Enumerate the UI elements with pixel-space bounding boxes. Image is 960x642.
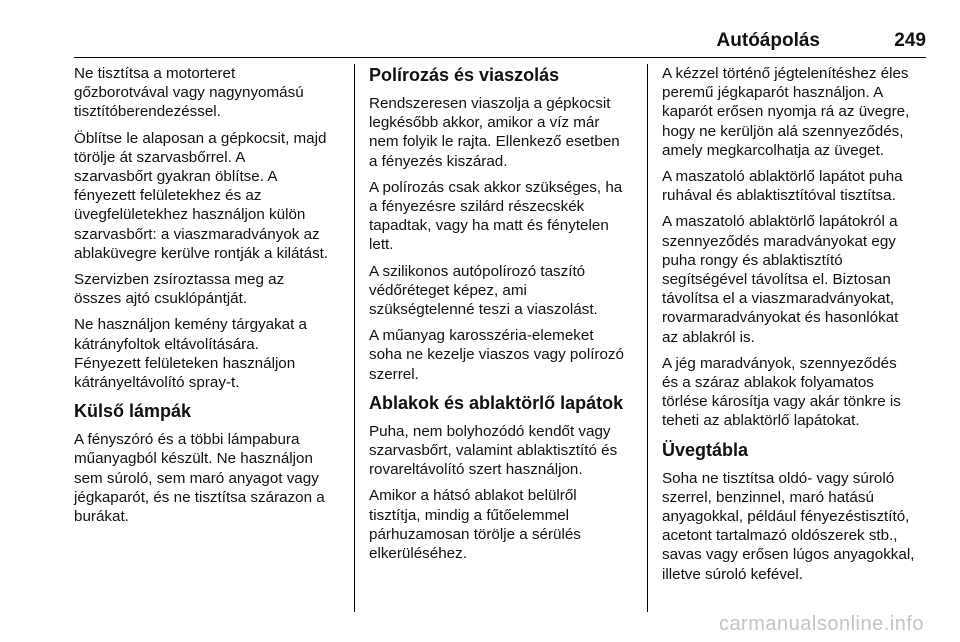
text-line: párhuzamosan törölje a sérülés bbox=[369, 525, 581, 543]
text-line: sem súroló, sem maró anyagot vagy bbox=[74, 469, 319, 487]
text-line: hogy ne kerüljön alá szennyeződés, bbox=[662, 122, 904, 140]
text-line: A maszatoló ablaktörlő lapátokról a bbox=[662, 213, 898, 231]
text-line: szarvasbőrt, valamint ablaktisztító és bbox=[369, 442, 618, 460]
text-line: tisztítja, mindig a fűtőelemmel bbox=[369, 506, 570, 524]
text-line: a fényezésre szilárd részecskék bbox=[369, 198, 585, 216]
paragraph bbox=[74, 270, 344, 308]
text-line: Soha ne tisztítsa oldó- vagy súroló bbox=[662, 469, 895, 487]
paragraph bbox=[74, 129, 344, 263]
paragraph bbox=[662, 469, 928, 584]
text-line: fényezett felületekhez és az bbox=[74, 187, 262, 205]
text-line: az ablakról is. bbox=[662, 328, 755, 346]
text-line: soha ne kezelje viaszos vagy polírozó bbox=[369, 346, 624, 364]
column-divider-1 bbox=[354, 64, 355, 612]
paragraph bbox=[369, 178, 637, 255]
section-title: Autóápolás bbox=[716, 30, 820, 51]
text-line: ablaküvegre kerülve rontják a kilátást. bbox=[74, 244, 329, 262]
header-rule bbox=[74, 57, 926, 59]
text-line: peremű jégkaparót használjon. A bbox=[662, 84, 884, 102]
text-line: segítségével távolítsa el. Biztosan bbox=[662, 271, 891, 289]
text-line: szarvasbőrt: a viaszmaradványok az bbox=[74, 225, 320, 243]
text-line: összes ajtó csuklópántját. bbox=[74, 290, 248, 308]
column-1 bbox=[74, 64, 344, 533]
text-line: tapadtak, vagy ha matt és fénytelen bbox=[369, 217, 609, 235]
text-line: tisztítóberendezéssel. bbox=[74, 103, 221, 121]
text-line: burákat. bbox=[74, 508, 129, 526]
heading-exterior-lamps: Külső lámpák bbox=[74, 401, 192, 422]
text-line: szarvasbőrt gyakran öblítse. A bbox=[74, 168, 278, 186]
text-line: kaparót erősen nyomja rá az üvegre, bbox=[662, 103, 910, 121]
text-line: kátrányfoltok eltávolítására. bbox=[74, 335, 259, 353]
text-line: legkésőbb akkor, amikor a víz már bbox=[369, 114, 600, 132]
text-line: lett. bbox=[369, 236, 394, 254]
text-line: Fényezett felületeken használjon bbox=[74, 354, 296, 372]
paragraph bbox=[74, 430, 344, 526]
text-line: illetve súroló kefével. bbox=[662, 565, 803, 583]
text-line: üvegfelületekhez használjon külön bbox=[74, 206, 306, 224]
text-line: törlése károsítja vagy akár tönkre is bbox=[662, 393, 901, 411]
paragraph bbox=[369, 94, 637, 171]
text-line: a fényezés kiszárad. bbox=[369, 152, 508, 170]
text-line: Rendszeresen viaszolja a gépkocsit bbox=[369, 95, 611, 112]
text-line: savas vagy erősen lúgos anyagokkal, bbox=[662, 546, 915, 564]
text-line: kátrányeltávolító spray-t. bbox=[74, 374, 240, 392]
heading-glass-panel: Üvegtábla bbox=[662, 439, 749, 460]
text-line: ruhával és ablaktisztítóval tisztítsa. bbox=[662, 187, 896, 205]
paragraph bbox=[662, 167, 928, 205]
page-header bbox=[74, 18, 926, 52]
paragraph bbox=[662, 212, 928, 346]
text-line: Öblítse le alaposan a gépkocsit, majd bbox=[74, 129, 327, 147]
heading-polishing: Polírozás és viaszolás bbox=[369, 65, 560, 85]
paragraph bbox=[662, 354, 928, 431]
text-line: Ne használjon kemény tárgyakat a bbox=[74, 316, 308, 334]
text-line: anyagokkal, például fényezéstisztító, bbox=[662, 508, 910, 526]
page-number: 249 bbox=[894, 30, 926, 51]
text-line: Amikor a hátsó ablakot belülről bbox=[369, 487, 577, 505]
text-line: szerrel, benzinnel, maró hatású bbox=[662, 488, 874, 506]
column-3 bbox=[662, 64, 928, 591]
text-line: A szilikonos autópolírozó taszító bbox=[369, 262, 586, 280]
text-line: szükségtelenné teszi a viaszolást. bbox=[369, 301, 598, 319]
paragraph bbox=[369, 486, 637, 563]
watermark: carmanualsonline.info bbox=[718, 613, 924, 635]
text-line: acetont tartalmazó oldószerek stb., bbox=[662, 527, 898, 545]
text-line: amely megkarcolhatja az üveget. bbox=[662, 141, 885, 159]
text-line: teheti az ablaktörlő lapátokat. bbox=[662, 412, 860, 430]
text-line: rovareltávolító szert használjon. bbox=[369, 461, 583, 479]
paragraph bbox=[369, 326, 637, 384]
paragraph bbox=[74, 64, 344, 122]
text-line: Puha, nem bolyhozódó kendőt vagy bbox=[369, 422, 611, 440]
text-line: távolítsa el a viaszmaradványokat, bbox=[662, 290, 895, 308]
heading-windows-wipers: Ablakok és ablaktörlő lapátok bbox=[369, 392, 624, 413]
text-line: A jég maradványok, szennyeződés bbox=[662, 354, 897, 372]
paragraph bbox=[662, 64, 928, 160]
text-line: jégkaparót, és ne tisztítsa szárazon a bbox=[74, 488, 325, 506]
paragraph bbox=[369, 262, 637, 320]
text-line: rovarmaradványokat és hasonlókat bbox=[662, 309, 899, 327]
text-line: szennyeződés maradványokat egy bbox=[662, 232, 896, 250]
text-line: A kézzel történő jégtelenítéshez éles bbox=[662, 65, 909, 82]
column-2 bbox=[369, 64, 637, 570]
text-line: A fényszóró és a többi lámpabura bbox=[74, 431, 300, 449]
text-line: gőzborotvával vagy nagynyomású bbox=[74, 84, 304, 102]
column-divider-2 bbox=[647, 64, 648, 612]
paragraph bbox=[369, 422, 637, 480]
text-line: Szervizben zsíroztassa meg az bbox=[74, 271, 285, 289]
text-line: és a száraz ablakok folyamatos bbox=[662, 374, 874, 392]
text-line: Ne tisztítsa a motorteret bbox=[74, 65, 236, 82]
text-line: szerrel. bbox=[369, 365, 419, 383]
text-line: A polírozás csak akkor szükséges, ha bbox=[369, 178, 623, 196]
text-line: műanyagból készült. Ne használjon bbox=[74, 450, 313, 468]
text-line: védőréteget képez, ami bbox=[369, 281, 527, 299]
text-line: A maszatoló ablaktörlő lapátot puha bbox=[662, 168, 903, 186]
paragraph bbox=[74, 315, 344, 392]
text-line: puha rongy és ablaktisztító bbox=[662, 251, 843, 269]
text-line: elkerüléséhez. bbox=[369, 545, 467, 563]
text-line: nem folyik le rajta. Ellenkező esetben bbox=[369, 133, 620, 151]
text-line: törölje át szarvasbőrrel. A bbox=[74, 148, 246, 166]
text-line: A műanyag karosszéria-elemeket bbox=[369, 327, 594, 345]
